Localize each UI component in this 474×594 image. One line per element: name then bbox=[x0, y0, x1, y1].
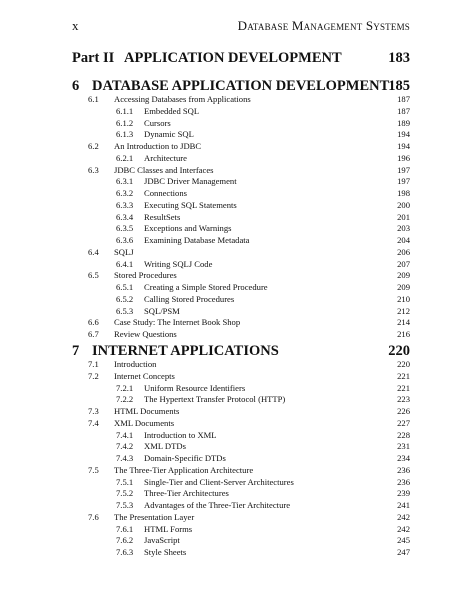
toc-subsection-entry bbox=[72, 106, 410, 118]
toc-subsection-entry bbox=[72, 383, 410, 395]
entry-page: 231 bbox=[397, 441, 410, 452]
toc-subsection-entry bbox=[72, 188, 410, 200]
entry-title: Internet Concepts bbox=[114, 370, 175, 381]
toc-subsection-entry bbox=[72, 453, 410, 465]
entry-title: Review Questions bbox=[114, 329, 177, 339]
entry-number: 6.5 bbox=[88, 270, 99, 281]
toc-subsection-entry bbox=[72, 282, 410, 294]
entry-number: 7.6.2 bbox=[116, 535, 134, 546]
entry-number: 6.3.1 bbox=[116, 176, 134, 187]
toc-section-entry bbox=[72, 94, 410, 106]
toc-subsection-entry bbox=[72, 294, 410, 306]
entry-page: 228 bbox=[397, 429, 410, 440]
entry-title: Writing SQLJ Code bbox=[144, 258, 213, 269]
entry-page: 239 bbox=[397, 488, 410, 499]
entry-page: 247 bbox=[397, 547, 410, 557]
entry-number: 6.1.1 bbox=[116, 105, 134, 116]
entry-page: 197 bbox=[397, 164, 410, 175]
entry-page: 204 bbox=[397, 235, 410, 245]
entry-title: Advantages of the Three-Tier Architecture bbox=[144, 500, 291, 510]
toc-section-entry bbox=[72, 317, 410, 329]
entry-number: 7.6.1 bbox=[116, 523, 134, 534]
entry-title: JDBC Classes and Interfaces bbox=[114, 164, 214, 175]
entry-title: HTML Forms bbox=[144, 523, 193, 534]
entry-title: Connections bbox=[144, 188, 187, 198]
entry-number: 6.6 bbox=[88, 317, 99, 328]
entry-page: 189 bbox=[397, 117, 410, 128]
part-page: 183 bbox=[388, 50, 410, 66]
entry-page: 223 bbox=[397, 394, 410, 405]
chapter-number: 6 bbox=[72, 78, 80, 94]
entry-page: 236 bbox=[397, 476, 410, 487]
chapter-title: INTERNET APPLICATIONS bbox=[92, 343, 279, 359]
entry-title: ResultSets bbox=[144, 211, 181, 222]
toc-section-entry bbox=[72, 512, 410, 524]
toc-section-entry bbox=[72, 418, 410, 430]
chapter-number: 7 bbox=[72, 343, 80, 359]
entry-title: Introduction to XML bbox=[144, 429, 217, 440]
toc-subsection-entry bbox=[72, 524, 410, 536]
entry-page: 226 bbox=[397, 406, 410, 416]
entry-page: 200 bbox=[397, 199, 410, 210]
entry-title: The Presentation Layer bbox=[114, 511, 195, 522]
entry-page: 220 bbox=[397, 359, 410, 369]
toc-section-entry bbox=[72, 141, 410, 153]
entry-page: 234 bbox=[397, 453, 410, 463]
entry-number: 7.5.3 bbox=[116, 500, 134, 510]
toc-subsection-entry bbox=[72, 235, 410, 247]
entry-number: 7.5 bbox=[88, 464, 99, 475]
entry-number: 6.3.3 bbox=[116, 199, 134, 210]
entry-title: Stored Procedures bbox=[114, 270, 177, 281]
entry-number: 7.4.1 bbox=[116, 429, 134, 440]
page-number: x bbox=[72, 18, 79, 33]
entry-title: Uniform Resource Identifiers bbox=[144, 382, 246, 393]
entry-title: The Hypertext Transfer Protocol (HTTP) bbox=[144, 394, 286, 405]
entry-title: XML DTDs bbox=[144, 441, 186, 452]
entry-title: Embedded SQL bbox=[144, 105, 200, 116]
toc-subsection-entry bbox=[72, 118, 410, 130]
entry-page: 207 bbox=[397, 258, 410, 269]
entry-number: 7.5.1 bbox=[116, 476, 134, 487]
entry-number: 6.3.6 bbox=[116, 235, 134, 245]
running-header bbox=[72, 18, 410, 36]
entry-title: XML Documents bbox=[114, 417, 175, 428]
entry-title: Single-Tier and Client-Server Architectures bbox=[144, 476, 294, 487]
part-heading bbox=[72, 50, 410, 70]
toc-subsection-entry bbox=[72, 430, 410, 442]
toc-subsection-entry bbox=[72, 500, 410, 512]
toc-subsection-entry bbox=[72, 259, 410, 271]
entry-title: Cursors bbox=[144, 117, 171, 128]
chapter-page: 185 bbox=[388, 78, 410, 94]
toc-section-entry bbox=[72, 359, 410, 371]
entry-page: 194 bbox=[397, 129, 410, 140]
entry-number: 6.1 bbox=[88, 94, 99, 104]
entry-number: 6.1.3 bbox=[116, 129, 134, 140]
entry-title: JavaScript bbox=[144, 535, 180, 546]
entry-title: SQL/PSM bbox=[144, 305, 180, 316]
toc-section-entry bbox=[72, 247, 410, 259]
chapter-page: 220 bbox=[388, 343, 410, 359]
toc-section-entry bbox=[72, 329, 410, 341]
chapter-title: DATABASE APPLICATION DEVELOPMENT bbox=[92, 78, 390, 94]
entry-page: 216 bbox=[397, 329, 410, 339]
entry-page: 210 bbox=[397, 293, 410, 304]
entry-number: 7.4.2 bbox=[116, 441, 134, 452]
entry-number: 6.3.2 bbox=[116, 188, 134, 198]
entry-title: JDBC Driver Management bbox=[144, 176, 237, 187]
entry-number: 6.5.3 bbox=[116, 305, 134, 316]
toc-section-entry bbox=[72, 165, 410, 177]
entry-number: 7.3 bbox=[88, 406, 99, 416]
toc-subsection-entry bbox=[72, 223, 410, 235]
toc-section-entry bbox=[72, 406, 410, 418]
entry-number: 6.5.2 bbox=[116, 293, 134, 304]
toc-subsection-entry bbox=[72, 441, 410, 453]
entry-page: 221 bbox=[397, 382, 410, 393]
entry-page: 242 bbox=[397, 511, 410, 522]
entry-title: SQLJ bbox=[114, 246, 134, 257]
toc-subsection-entry bbox=[72, 212, 410, 224]
toc-subsection-entry bbox=[72, 477, 410, 489]
entry-title: Style Sheets bbox=[144, 547, 187, 557]
entry-number: 7.4 bbox=[88, 417, 99, 428]
entry-page: 203 bbox=[397, 223, 410, 234]
entry-page: 227 bbox=[397, 417, 410, 428]
entry-number: 6.3.5 bbox=[116, 223, 134, 234]
entry-title: Three-Tier Architectures bbox=[144, 488, 229, 499]
entry-title: Executing SQL Statements bbox=[144, 199, 237, 210]
entry-page: 201 bbox=[397, 211, 410, 222]
entry-page: 187 bbox=[397, 105, 410, 116]
entry-page: 245 bbox=[397, 535, 410, 546]
book-title: Database Management Systems bbox=[237, 18, 410, 33]
entry-page: 241 bbox=[397, 500, 410, 510]
entry-number: 6.5.1 bbox=[116, 282, 134, 292]
entry-page: 206 bbox=[397, 246, 410, 257]
entry-title: Case Study: The Internet Book Shop bbox=[114, 317, 241, 328]
entry-page: 221 bbox=[397, 370, 410, 381]
entry-number: 7.2 bbox=[88, 370, 99, 381]
entry-number: 7.6 bbox=[88, 511, 99, 522]
entry-title: Examining Database Metadata bbox=[144, 235, 250, 245]
chapter-7-entries bbox=[72, 359, 410, 559]
toc-subsection-entry bbox=[72, 394, 410, 406]
entry-number: 6.2 bbox=[88, 141, 99, 151]
entry-page: 242 bbox=[397, 523, 410, 534]
entry-number: 6.7 bbox=[88, 329, 99, 339]
toc-subsection-entry bbox=[72, 176, 410, 188]
entry-number: 7.6.3 bbox=[116, 547, 134, 557]
entry-number: 6.4 bbox=[88, 246, 99, 257]
toc-subsection-entry bbox=[72, 153, 410, 165]
entry-title: An Introduction to JDBC bbox=[114, 141, 202, 151]
entry-title: HTML Documents bbox=[114, 406, 180, 416]
entry-number: 7.2.1 bbox=[116, 382, 134, 393]
entry-page: 197 bbox=[397, 176, 410, 187]
entry-page: 214 bbox=[397, 317, 410, 328]
entry-page: 209 bbox=[397, 282, 410, 292]
entry-title: Dynamic SQL bbox=[144, 129, 194, 140]
entry-page: 198 bbox=[397, 188, 410, 198]
chapter-6-entries bbox=[72, 94, 410, 341]
toc-section-entry bbox=[72, 270, 410, 282]
entry-number: 7.5.2 bbox=[116, 488, 134, 499]
entry-number: 6.4.1 bbox=[116, 258, 134, 269]
entry-title: Introduction bbox=[114, 359, 157, 369]
toc-subsection-entry bbox=[72, 547, 410, 559]
entry-number: 6.3 bbox=[88, 164, 99, 175]
entry-title: Calling Stored Procedures bbox=[144, 293, 235, 304]
entry-page: 187 bbox=[397, 94, 410, 104]
entry-page: 196 bbox=[397, 152, 410, 163]
part-title: APPLICATION DEVELOPMENT bbox=[124, 50, 342, 66]
toc-subsection-entry bbox=[72, 129, 410, 141]
toc-subsection-entry bbox=[72, 306, 410, 318]
entry-title: Domain-Specific DTDs bbox=[144, 453, 226, 463]
entry-page: 236 bbox=[397, 464, 410, 475]
entry-page: 194 bbox=[397, 141, 410, 151]
entry-title: Exceptions and Warnings bbox=[144, 223, 232, 234]
entry-title: Architecture bbox=[144, 152, 187, 163]
entry-title: Creating a Simple Stored Procedure bbox=[144, 282, 268, 292]
entry-number: 6.1.2 bbox=[116, 117, 134, 128]
toc-subsection-entry bbox=[72, 535, 410, 547]
entry-number: 7.4.3 bbox=[116, 453, 134, 463]
entry-number: 6.3.4 bbox=[116, 211, 134, 222]
entry-title: Accessing Databases from Applications bbox=[114, 94, 251, 104]
part-label: Part II bbox=[72, 50, 115, 66]
toc-subsection-entry bbox=[72, 200, 410, 212]
toc-section-entry bbox=[72, 371, 410, 383]
toc-section-entry bbox=[72, 465, 410, 477]
entry-title: The Three-Tier Application Architecture bbox=[114, 464, 254, 475]
entry-number: 7.1 bbox=[88, 359, 99, 369]
entry-number: 6.2.1 bbox=[116, 152, 134, 163]
entry-page: 209 bbox=[397, 270, 410, 281]
entry-page: 212 bbox=[397, 305, 410, 316]
toc-subsection-entry bbox=[72, 488, 410, 500]
entry-number: 7.2.2 bbox=[116, 394, 134, 405]
